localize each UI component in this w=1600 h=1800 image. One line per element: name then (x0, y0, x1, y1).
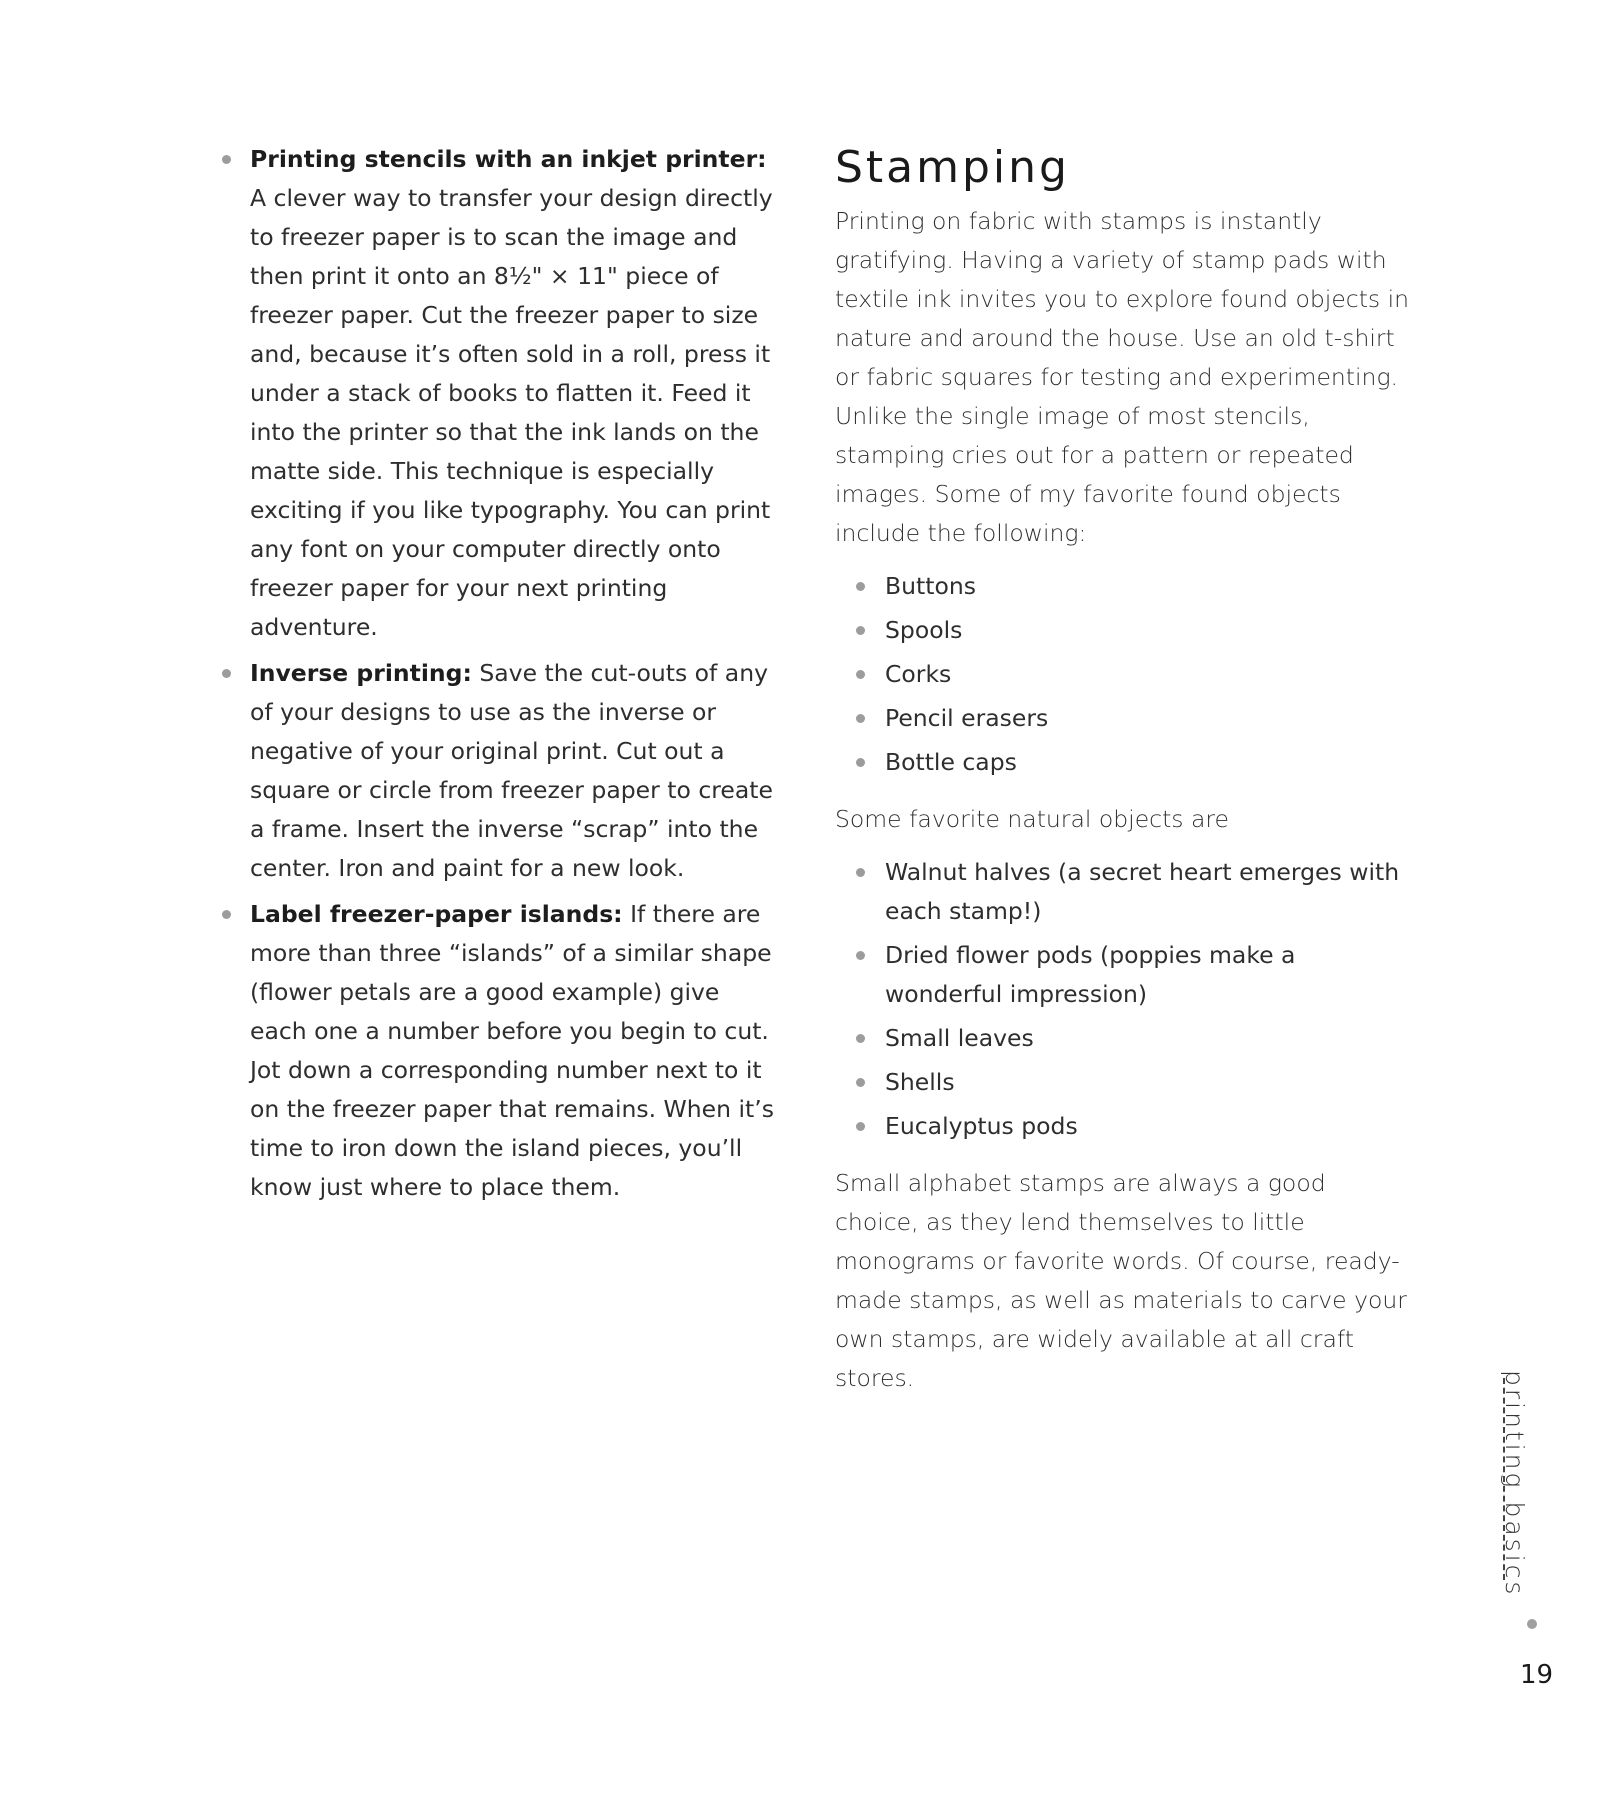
bullet-dot-icon (856, 714, 865, 723)
tip-text: If there are more than three “islands” of a similar shape (flower petals are a good example) give each one a number before you begin to cut. Jot down a corresponding number next to it on the freezer paper that remains. When it’s time to iron down the island pieces, you’ll know just where to place them. (250, 900, 774, 1201)
tip-text: Save the cut-outs of any of your designs to use as the inverse or negative of your original print. Cut out a square or circle from freezer paper to create a frame. Insert the inverse “scrap” into the center. Iron and paint for a new look. (250, 659, 773, 882)
list-item-text: Shells (885, 1068, 955, 1096)
bullet-dot-icon (856, 1034, 865, 1043)
tip-lead: Label freezer-paper islands: (250, 900, 623, 928)
list-item (835, 936, 1415, 1014)
list-item-text: Bottle caps (885, 748, 1017, 776)
bullet-dot-icon (222, 910, 231, 919)
list-item (835, 1063, 1415, 1102)
list-item-text: Spools (885, 616, 963, 644)
list-item (835, 611, 1415, 650)
list-item-text: Pencil erasers (885, 704, 1049, 732)
bullet-dot-icon (856, 758, 865, 767)
bullet-dot-icon (856, 1122, 865, 1131)
list-item (835, 1107, 1415, 1146)
list-item-text: Buttons (885, 572, 976, 600)
list-item-text: Small leaves (885, 1024, 1034, 1052)
right-column (835, 140, 1415, 1398)
list-item-text: Corks (885, 660, 952, 688)
tip-item (220, 895, 780, 1207)
list-item (835, 699, 1415, 738)
page-number: 19 (1520, 1660, 1554, 1690)
tip-text: A clever way to transfer your design directly to freezer paper is to scan the image and then print it onto an 8½" × 11" piece of freezer paper. Cut the freezer paper to size and, because it’s often sold in a roll, press it under a stack of books to flatten it. Feed it into the printer so that the ink lands on the matte side. This technique is especially exciting if you like typography. You can print any font on your computer directly onto freezer paper for your next printing adventure. (250, 184, 773, 641)
list-item-text: Dried flower pods (poppies make a wonderful impression) (885, 941, 1296, 1008)
bullet-dot-icon (856, 951, 865, 960)
closing-paragraph: Small alphabet stamps are always a good choice, as they lend themselves to little monograms or favorite words. Of course, ready-made stamps, as well as materials to carve your own stamps, are widely available at all craft stores. (835, 1169, 1407, 1392)
list-item (835, 853, 1415, 931)
intro-paragraph: Printing on fabric with stamps is instantly gratifying. Having a variety of stamp pads with textile ink invites you to explore found objects in nature and around the house. Use an old t-shirt or fabric squares for testing and experimenting. Unlike the single image of most stencils, stamping cries out for a pattern or repeated images. Some of my favorite found objects include the following: (835, 207, 1410, 547)
found-objects-list (835, 567, 1415, 782)
tip-item (220, 140, 780, 647)
bullet-dot-icon (856, 1078, 865, 1087)
list-item (835, 743, 1415, 782)
tips-list (220, 140, 780, 1207)
footer-dot-icon (1527, 1619, 1537, 1629)
list-item-text: Walnut halves (a secret heart emerges with each stamp!) (885, 858, 1400, 925)
natural-objects-list (835, 853, 1415, 1146)
natural-intro: Some favorite natural objects are (835, 805, 1230, 833)
tip-lead: Inverse printing: (250, 659, 472, 687)
list-item (835, 1019, 1415, 1058)
bullet-dot-icon (856, 670, 865, 679)
bullet-dot-icon (856, 582, 865, 591)
bullet-dot-icon (222, 155, 231, 164)
list-item (835, 655, 1415, 694)
tip-item (220, 654, 780, 888)
list-item-text: Eucalyptus pods (885, 1112, 1078, 1140)
tip-lead: Printing stencils with an inkjet printer: (250, 145, 767, 173)
bullet-dot-icon (856, 626, 865, 635)
bullet-dot-icon (222, 669, 231, 678)
section-label: printing basics (1500, 1370, 1529, 1598)
bullet-dot-icon (856, 868, 865, 877)
section-title: Stamping (835, 142, 1070, 193)
left-column (220, 140, 780, 1214)
list-item (835, 567, 1415, 606)
